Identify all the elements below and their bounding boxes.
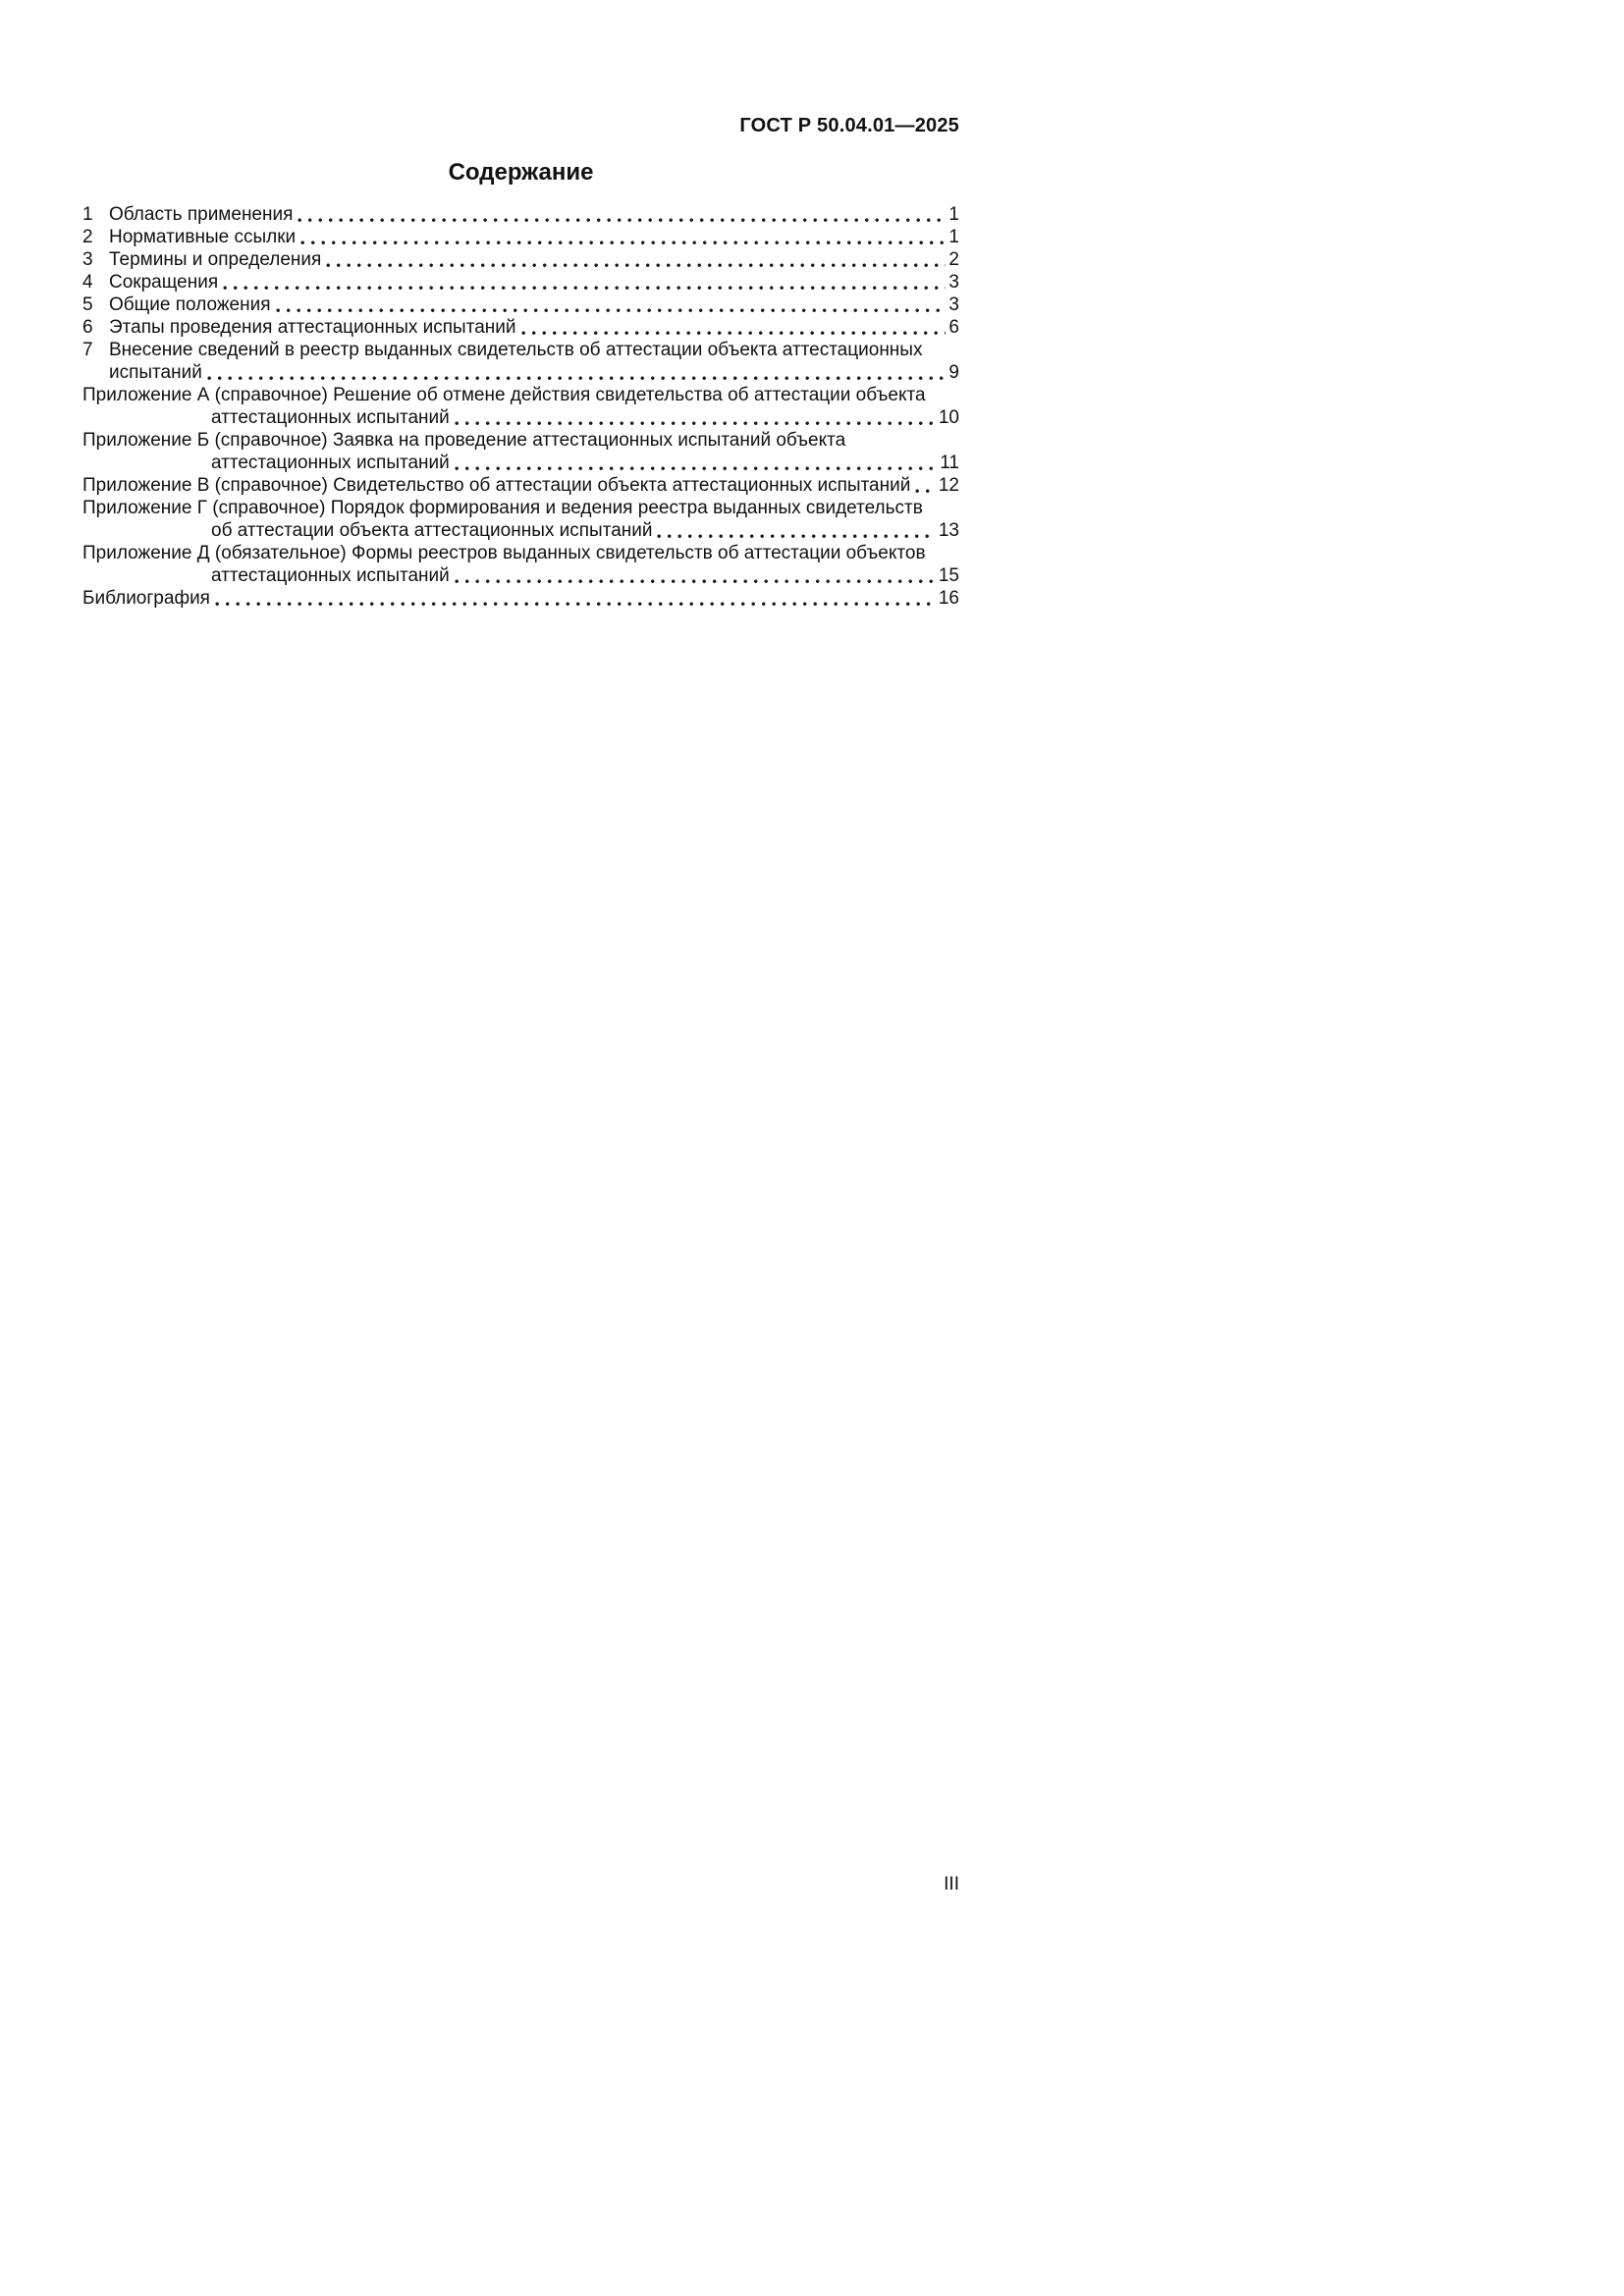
- toc-page-number: 3: [948, 294, 959, 315]
- toc-entry-line-last: [82, 248, 959, 271]
- toc-entry-number: 2: [82, 227, 93, 247]
- toc-dot-leader: [326, 263, 946, 268]
- toc-entry-line: [82, 429, 959, 452]
- toc-entry-text: Приложение В (справочное) Свидетельство об аттестации объекта аттестационных испытаний: [82, 475, 911, 496]
- toc-entry-line-last: [82, 474, 959, 497]
- toc-page-number: 10: [938, 407, 959, 428]
- page-title: Содержание: [448, 159, 594, 186]
- toc-entry-text: Общие положения: [109, 294, 271, 315]
- toc-dot-leader: [298, 218, 946, 223]
- toc-page-number: 3: [948, 272, 959, 293]
- toc-dot-leader: [207, 376, 947, 381]
- toc-entry-text: Приложение Г (справочное) Порядок формирования и ведения реестра выданных свидетельств: [82, 498, 923, 518]
- toc-entry-line-last: [82, 519, 959, 542]
- toc-dot-leader: [657, 534, 935, 539]
- toc-entry-line-last: [82, 271, 959, 294]
- toc-entry-line: [82, 542, 959, 564]
- toc-page-number: 1: [948, 204, 959, 225]
- toc-dot-leader: [521, 331, 947, 336]
- toc-entry-text: Этапы проведения аттестационных испытаний: [109, 317, 516, 338]
- toc-entry: [82, 316, 959, 339]
- toc-entry: [82, 542, 959, 587]
- toc-entry-text: об аттестации объекта аттестационных испытаний: [211, 520, 653, 541]
- toc-entry: [82, 226, 959, 248]
- toc-entry-text: Приложение Д (обязательное) Формы реестров выданных свидетельств об аттестации объектов: [82, 543, 926, 563]
- toc-entry-number: 4: [82, 272, 93, 293]
- toc-list: [82, 203, 959, 610]
- toc-dot-leader: [300, 240, 946, 245]
- toc-entry-line-last: [82, 406, 959, 429]
- toc-entry: [82, 384, 959, 429]
- toc-entry-text: Термины и определения: [109, 249, 322, 270]
- toc-page-number: 16: [938, 588, 959, 609]
- footer-page-number: III: [944, 1874, 959, 1895]
- toc-dot-leader: [455, 579, 936, 584]
- toc-entry-line-last: [82, 316, 959, 339]
- toc-entry: [82, 294, 959, 316]
- toc-dot-leader: [223, 286, 946, 291]
- toc-page-number: 6: [948, 317, 959, 338]
- toc-entry-number: 6: [82, 317, 93, 338]
- toc-entry-text: Приложение А (справочное) Решение об отмене действия свидетельства об аттестации объекта: [82, 385, 926, 405]
- toc-entry: [82, 497, 959, 542]
- toc-dot-leader: [455, 421, 936, 426]
- toc-page-number: 13: [938, 520, 959, 541]
- toc-dot-leader: [455, 466, 937, 471]
- toc-entry-text: аттестационных испытаний: [211, 565, 450, 586]
- toc-entry-text: Область применения: [109, 204, 294, 225]
- toc-page-number: 1: [948, 227, 959, 247]
- toc-entry: [82, 248, 959, 271]
- toc-entry: [82, 474, 959, 497]
- toc-entry-line-last: [82, 452, 959, 474]
- toc-entry-line-last: [82, 587, 959, 610]
- toc-page-number: 15: [938, 565, 959, 586]
- toc-entry-text: Библиография: [82, 588, 210, 609]
- toc-page-number: 2: [948, 249, 959, 270]
- toc-entry: [82, 271, 959, 294]
- toc-entry-line-last: [82, 294, 959, 316]
- toc-entry-text: испытаний: [109, 362, 202, 383]
- standard-number-header: ГОСТ Р 50.04.01—2025: [739, 115, 959, 136]
- toc-entry-number: 5: [82, 294, 93, 315]
- toc-entry-text: аттестационных испытаний: [211, 407, 450, 428]
- toc-entry: [82, 203, 959, 226]
- toc-entry: [82, 429, 959, 474]
- toc-entry: [82, 339, 959, 384]
- toc-entry-line-last: [82, 564, 959, 587]
- toc-entry-text: Нормативные ссылки: [109, 227, 297, 247]
- toc-page-number: 11: [940, 453, 959, 473]
- toc-entry-line-last: [82, 203, 959, 226]
- toc-entry-line: [82, 339, 959, 361]
- toc-entry-text: Внесение сведений в реестр выданных свидетельств об аттестации объекта аттестационных: [109, 340, 923, 360]
- toc-entry-number: 1: [82, 204, 93, 225]
- toc-entry-line-last: [82, 361, 959, 384]
- toc-page-number: 12: [938, 475, 959, 496]
- toc-entry-text: Сокращения: [109, 272, 219, 293]
- toc-page-number: 9: [948, 362, 959, 383]
- toc-dot-leader: [215, 602, 936, 607]
- toc-entry-text: аттестационных испытаний: [211, 453, 450, 473]
- toc-entry-line-last: [82, 226, 959, 248]
- toc-entry: [82, 587, 959, 610]
- toc-entry-number: 7: [82, 340, 93, 360]
- toc-entry-line: [82, 384, 959, 406]
- content-column: [82, 0, 959, 610]
- toc-entry-text: Приложение Б (справочное) Заявка на проведение аттестационных испытаний объекта: [82, 430, 846, 451]
- toc-entry-number: 3: [82, 249, 93, 270]
- toc-entry-line: [82, 497, 959, 519]
- toc-dot-leader: [276, 308, 947, 313]
- toc-dot-leader: [915, 489, 936, 494]
